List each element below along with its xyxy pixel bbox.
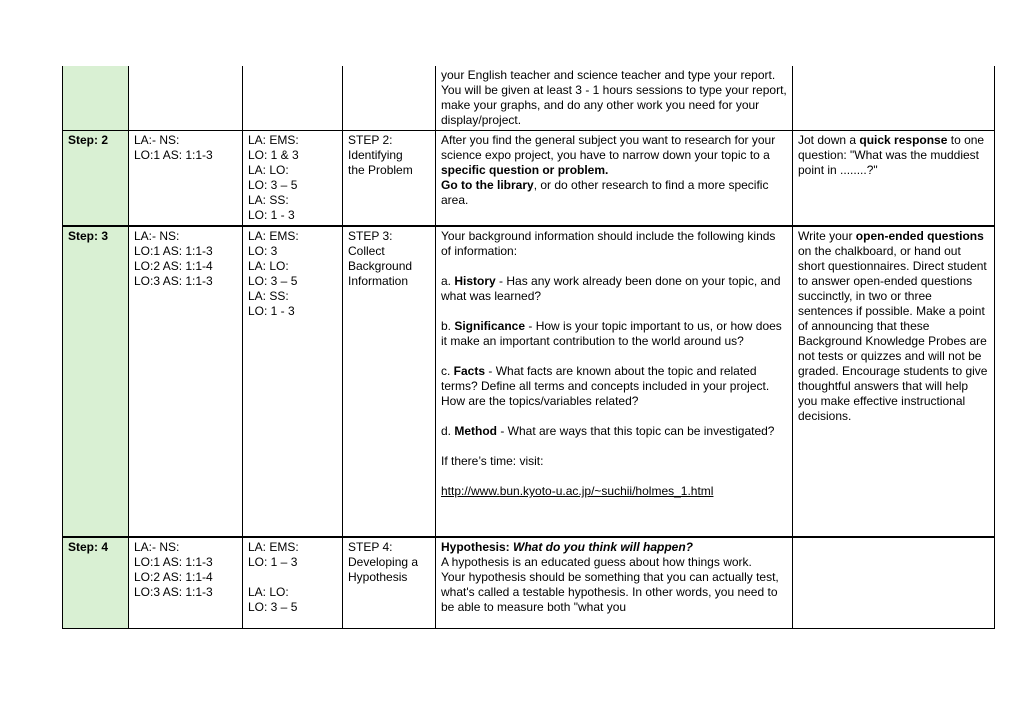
- learning-outcome-line: LA: EMS:: [248, 540, 299, 554]
- reference-link[interactable]: http://www.bun.kyoto-u.ac.jp/~suchii/holmes_1.html: [441, 484, 714, 498]
- learning-area-cell: [129, 537, 243, 629]
- item-text: - What facts are known about the topic and related terms? Define all terms and concepts included in your project. How are the topics/variables related?: [441, 364, 770, 408]
- content-bold-text: Go to the library: [441, 178, 534, 192]
- learning-outcome-line: LA: LO:: [248, 163, 289, 177]
- item-heading: Facts: [453, 364, 486, 378]
- table-row: [63, 537, 995, 629]
- learning-outcome-line: LA: EMS:: [248, 229, 299, 243]
- learning-outcome-line: LA: EMS:: [248, 133, 299, 147]
- item-heading: Method: [454, 424, 497, 438]
- activity-line: Developing a: [348, 555, 419, 569]
- content-item-facts: [441, 364, 787, 409]
- assessment-cell: [793, 131, 995, 227]
- learning-outcome-line: LA: SS:: [248, 193, 289, 207]
- content-text: , or do other research to find a more specific area.: [441, 178, 769, 207]
- content-item-history: [441, 274, 787, 304]
- learning-outcome-line: LO: 3 – 5: [248, 178, 298, 192]
- learning-area-line: LA:- NS:: [134, 229, 180, 243]
- item-prefix: a.: [441, 274, 455, 288]
- lesson-plan-table: [62, 66, 995, 629]
- learning-outcome-line: LA: LO:: [248, 259, 289, 273]
- activity-line: Identifying: [348, 148, 403, 162]
- item-text: - How is your topic important to us, or how does it make an important contribution to the world around us?: [441, 319, 782, 348]
- learning-area-line: LO:2 AS: 1:1-4: [134, 259, 213, 273]
- step-cell: [63, 66, 129, 131]
- activity-cell: [343, 66, 436, 131]
- learning-area-line: LO:3 AS: 1:1-3: [134, 274, 213, 288]
- learning-area-cell: [129, 66, 243, 131]
- activity-line: STEP 4:: [348, 540, 393, 554]
- table-row: [63, 66, 995, 131]
- step-cell: Step: 4: [63, 537, 129, 629]
- content-intro: Your background information should include the following kinds of information:: [441, 229, 776, 258]
- assessment-text: to one question: "What was the muddiest point in ........?": [798, 133, 985, 177]
- learning-outcome-line: LO: 3: [248, 244, 278, 258]
- assessment-text: Jot down a: [798, 133, 860, 147]
- learning-outcome-line: LO: 3 – 5: [248, 600, 298, 614]
- activity-line: STEP 3:: [348, 229, 393, 243]
- learning-outcome-line: LO: 3 – 5: [248, 274, 298, 288]
- table-row: [63, 131, 995, 227]
- step-cell: Step: 2: [63, 131, 129, 227]
- content-cell: your English teacher and science teacher and type your report. You will be given at least 3 - 1 hours sessions to type your report, make your graphs, and do any other work you need for your display/project.: [436, 66, 793, 131]
- step-cell: Step: 3: [63, 226, 129, 537]
- learning-area-line: LO:1 AS: 1:1-3: [134, 148, 213, 162]
- learning-outcome-cell: [243, 537, 343, 629]
- item-heading: Significance: [454, 319, 526, 333]
- activity-cell: [343, 226, 436, 537]
- learning-area-line: LO:3 AS: 1:1-3: [134, 585, 213, 599]
- activity-line: Hypothesis: [348, 570, 408, 584]
- learning-outcome-cell: [243, 226, 343, 537]
- activity-line: Background: [348, 259, 413, 273]
- activity-line: Information: [348, 274, 409, 288]
- content-text: A hypothesis is an educated guess about how things work.: [441, 555, 752, 569]
- assessment-cell: [793, 537, 995, 629]
- learning-area-line: LO:1 AS: 1:1-3: [134, 555, 213, 569]
- learning-outcome-cell: [243, 66, 343, 131]
- learning-outcome-line: LA: SS:: [248, 289, 289, 303]
- learning-outcome-cell: [243, 131, 343, 227]
- learning-outcome-line: LO: 1 - 3: [248, 208, 295, 222]
- learning-area-line: LO:2 AS: 1:1-4: [134, 570, 213, 584]
- item-text: - Has any work already been done on your topic, and what was learned?: [441, 274, 781, 303]
- activity-line: Collect: [348, 244, 385, 258]
- assessment-cell: [793, 226, 995, 537]
- content-text: Your hypothesis should be something that you can actually test, what's called a testable hypothesis. In other words, you need to be able to measure both "what you: [441, 570, 779, 614]
- learning-area-cell: [129, 131, 243, 227]
- activity-line: STEP 2:: [348, 133, 393, 147]
- content-visit-text: If there’s time: visit:: [441, 454, 544, 468]
- activity-cell: [343, 537, 436, 629]
- assessment-cell: [793, 66, 995, 131]
- learning-area-line: LA:- NS:: [134, 540, 180, 554]
- content-cell: [436, 131, 793, 227]
- content-cell: [436, 226, 793, 537]
- learning-area-line: LA:- NS:: [134, 133, 180, 147]
- hypothesis-heading: Hypothesis:: [441, 540, 514, 554]
- item-prefix: d.: [441, 424, 455, 438]
- assessment-bold-text: open-ended questions: [855, 229, 984, 243]
- activity-cell: [343, 131, 436, 227]
- learning-outcome-line: LO: 1 – 3: [248, 555, 298, 569]
- content-item-method: [441, 424, 787, 439]
- learning-area-line: LO:1 AS: 1:1-3: [134, 244, 213, 258]
- learning-outcome-line: LO: 1 & 3: [248, 148, 299, 162]
- item-heading: History: [454, 274, 496, 288]
- table-row: [63, 226, 995, 537]
- item-text: - What are ways that this topic can be investigated?: [497, 424, 775, 438]
- learning-outcome-line: LO: 1 - 3: [248, 304, 295, 318]
- learning-outcome-line: LA: LO:: [248, 585, 289, 599]
- content-item-significance: [441, 319, 787, 349]
- assessment-text: on the chalkboard, or hand out short questionnaires. Direct student to answer open-ended questions succinctly, in two or three sentences if possible. Make a point of announcing that these Background Knowledge Probes are not tests or quizzes and will not be graded. Encourage students to give thoughtful answers that will help you make effective instructional decisions.: [798, 244, 988, 423]
- item-prefix: b.: [441, 319, 455, 333]
- item-prefix: c.: [441, 364, 454, 378]
- assessment-text: Write your: [798, 229, 856, 243]
- content-text: After you find the general subject you want to research for your science expo project, you have to narrow down your topic to a: [441, 133, 776, 162]
- activity-line: the Problem: [348, 163, 413, 177]
- learning-area-cell: [129, 226, 243, 537]
- content-cell: [436, 537, 793, 629]
- learning-outcome-line: [248, 570, 337, 585]
- hypothesis-question: What do you think will happen?: [513, 540, 694, 554]
- assessment-bold-text: quick response: [859, 133, 948, 147]
- content-bold-text: specific question or problem.: [441, 163, 609, 177]
